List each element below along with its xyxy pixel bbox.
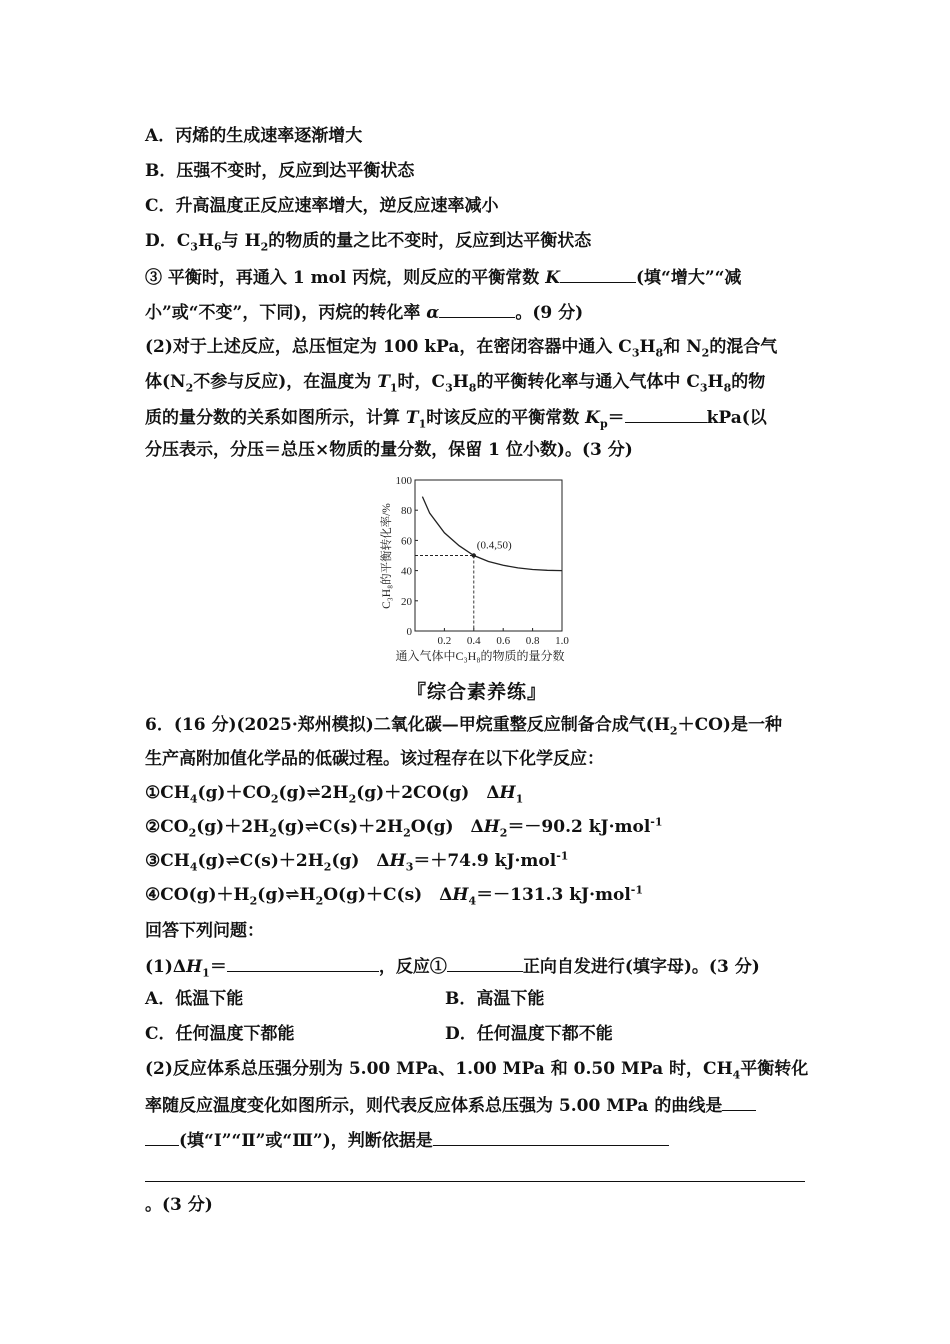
q6-part2-end: 。(3 分)	[145, 1195, 213, 1215]
q6-part1: $(1)\Delta H_1=$ ，反应① 正向自发进行(填字母)。(3 分)	[145, 953, 760, 979]
q6-part2-line2: 率随反应温度变化如图所示，则代表反应体系总压强为 5.00 MPa 的曲线是	[145, 1092, 756, 1118]
answer-prompt: 回答下列问题：	[145, 921, 264, 941]
reaction-3: $③CH_4(g)\rightleftharpoons C(s)+2H_2(g)$ $\Delta H_3=+74.9$ kJ·mol$^{-1}$	[145, 849, 569, 874]
answer-blank[interactable]	[145, 1127, 179, 1146]
q6-option-d: D．任何温度下都不能	[445, 1024, 613, 1044]
q6-part2-line3: (填“Ⅰ”“Ⅱ”或“Ⅲ”)，判断依据是	[145, 1127, 669, 1153]
q6-part2-line1: (2)反应体系总压强分别为 5.00 MPa、1.00 MPa 和 0.50 MPa 时，$CH_4$平衡转化	[145, 1059, 809, 1082]
y-tick-label: 0	[406, 626, 412, 638]
q6-options-row2: C．任何温度下都能	[145, 1024, 295, 1044]
q5-part3-line1: ③ 平衡时，再通入 1 mol 丙烷，则反应的平衡常数 K (填“增大”“减	[145, 264, 741, 290]
answer-line[interactable]	[145, 1181, 805, 1182]
option-d: D．$C_3H_6$与 $H_2$的物质的量之比不变时，反应到达平衡状态	[145, 231, 592, 254]
x-axis-label: 通入气体中C₃H₈的物质的量分数	[395, 649, 565, 663]
x-tick-label: 0.2	[437, 635, 452, 647]
series-line-t1	[422, 497, 562, 571]
x-tick-label: 0.4	[466, 635, 481, 647]
x-tick-label: 0.8	[525, 635, 540, 647]
q5-part2-line2: 体($N_2$不参与反应)，在温度为 $T_1$时，$C_3H_8$的平衡转化率与通入气体中 $C_3H_8$的物	[145, 372, 766, 395]
option-a: A．丙烯的生成速率逐渐增大	[145, 126, 363, 146]
point-label: (0.4,50)	[476, 539, 512, 552]
section-title: 『综合素养练』	[407, 681, 548, 703]
q5-part2-line4: 分压表示，分压＝总压×物质的量分数，保留 1 位小数)。(3 分)	[145, 440, 633, 460]
q5-part2-line1: (2)对于上述反应，总压恒定为 100 kPa，在密闭容器中通入 $C_3H_8$和 $N_2$的混合气	[145, 337, 778, 360]
reaction-1: $①CH_4(g)+CO_2(g)\rightleftharpoons 2H_2(g)+2CO(g)$ $\Delta H_1$	[145, 783, 524, 806]
y-axis-label: C₃H₈的平衡转化率/%	[381, 503, 393, 609]
q6-line2: 生产高附加值化学品的低碳过程。该过程存在以下化学反应：	[145, 749, 604, 769]
answer-blank[interactable]	[560, 264, 636, 283]
y-tick-label: 40	[401, 565, 412, 578]
q6-options-row1: A．低温下能	[145, 989, 244, 1009]
x-tick-label: 0.6	[496, 635, 511, 647]
option-b: B．压强不变时，反应到达平衡状态	[145, 161, 415, 181]
q6-line1: 6．(16 分)(2025·郑州模拟)二氧化碳—甲烷重整反应制备合成气$(H_2+CO)$是一种	[145, 715, 782, 738]
conversion-chart	[370, 470, 590, 670]
q6-option-b: B．高温下能	[445, 989, 545, 1009]
y-tick-label: 100	[395, 475, 412, 487]
answer-blank[interactable]	[227, 953, 379, 972]
answer-blank[interactable]	[447, 953, 523, 972]
answer-blank[interactable]	[439, 299, 515, 318]
option-c: C．升高温度正反应速率增大，逆反应速率减小	[145, 196, 499, 216]
q5-part3-line2: 小”或“不变”，下同)，丙烷的转化率 α 。(9 分)	[145, 299, 583, 325]
x-tick-label: 1.0	[555, 635, 569, 647]
y-tick-label: 60	[401, 535, 412, 548]
y-tick-label: 20	[401, 595, 412, 608]
annotated-point	[472, 553, 476, 557]
answer-blank[interactable]	[433, 1127, 669, 1146]
answer-blank[interactable]	[722, 1092, 756, 1111]
reaction-4: $④CO(g)+H_2(g)\rightleftharpoons H_2O(g)+C(s)$ $\Delta H_4=-131.3$ kJ·mol$^{-1}$	[145, 883, 644, 908]
guide-lines	[415, 556, 474, 632]
y-tick-label: 80	[401, 505, 412, 518]
reaction-2: $②CO_2(g)+2H_2(g)\rightleftharpoons C(s)+2H_2O(g)$ $\Delta H_2=-90.2$ kJ·mol$^{-1}$	[145, 815, 663, 840]
q5-part2-line3: 质的量分数的关系如图所示，计算 $T_1$时该反应的平衡常数 $K_p= kPa$(以	[145, 404, 767, 430]
answer-blank[interactable]	[625, 404, 707, 423]
